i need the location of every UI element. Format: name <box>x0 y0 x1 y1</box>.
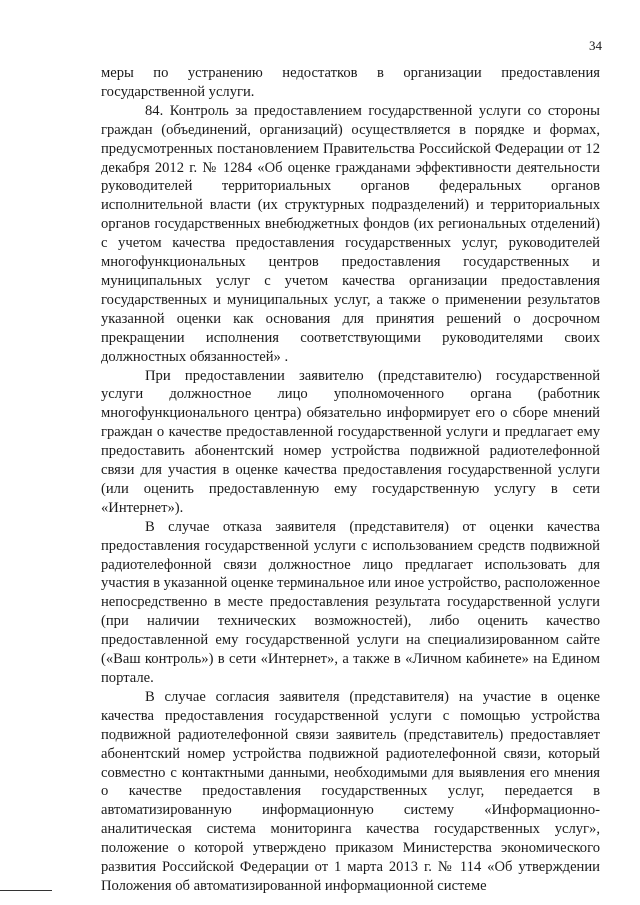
paragraph-continuation: меры по устранению недостатков в организации предоставления государственной услуги. <box>101 65 600 100</box>
paragraph-item-84: 84. Контроль за предоставлением государственной услуги со стороны граждан (объединений, организаций) осуществляется в порядке и формах, предусмотренных постановлением Правительства Российской Федерации от 12 декабря 2012 г. № 1284 «Об оценке гражданами эффективности деятельности руководителей территориальных органов федеральных органов исполнительной власти (их структурных подразделений) и территориальных органов государственных внебюджетных фондов (их региональных отделений) с учетом качества предоставления государственных услуг, руководителей многофункциональных центров предоставления государственных и муниципальных услуг с учетом качества организации предоставления государственных и муниципальных услуг, а также о применении результатов указанной оценки как основания для принятия решений о досрочном прекращении исполнения соответствующими руководителями своих должностных обязанностей» . <box>101 102 600 365</box>
paragraph-refusal-case: В случае отказа заявителя (представителя) от оценки качества предоставления государственной услуги с использованием средств подвижной радиотелефонной связи должностное лицо предлагает использовать для участия в указанной оценке терминальное или иное устройство, расположенное непосредственно в месте предоставления результата государственной услуги (при наличии технических возможностей), либо оценить качество предоставленной ему государственной услуги на специализированном сайте («Ваш контроль») в сети «Интернет», а также в «Личном кабинете» на Едином портале. <box>101 518 600 686</box>
paragraph-service-feedback: При предоставлении заявителю (представителю) государственной услуги должностное лицо уполномоченного органа (работник многофункционального центра) обязательно информирует его о сборе мнений граждан о качестве предоставленной государственной услуги и предлагает ему предоставить абонентский номер устройства подвижной радиотелефонной связи для участия в оценке качества предоставления государственной услуги (или оценить предоставленную ему государственную услугу в сети «Интернет»). <box>101 367 600 516</box>
page-number: 34 <box>589 38 602 53</box>
document-body <box>101 64 600 896</box>
paragraph-consent-case: В случае согласия заявителя (представителя) на участие в оценке качества предоставления государственной услуги с помощью устройства подвижной радиотелефонной связи заявитель (представитель) предоставляет абонентский номер устройства подвижной радиотелефонной связи, который совместно с контактными данными, необходимыми для выявления его мнения о качестве предоставления государственных услуг, передается в автоматизированную информационную систему «Информационно-аналитическая система мониторинга качества государственных услуг», положение о которой утверждено приказом Министерства экономического развития Российской Федерации от 1 марта 2013 г. № 114 «Об утверждении Положения об автоматизированной информационной системе <box>101 688 600 894</box>
footer-rule <box>0 890 52 891</box>
